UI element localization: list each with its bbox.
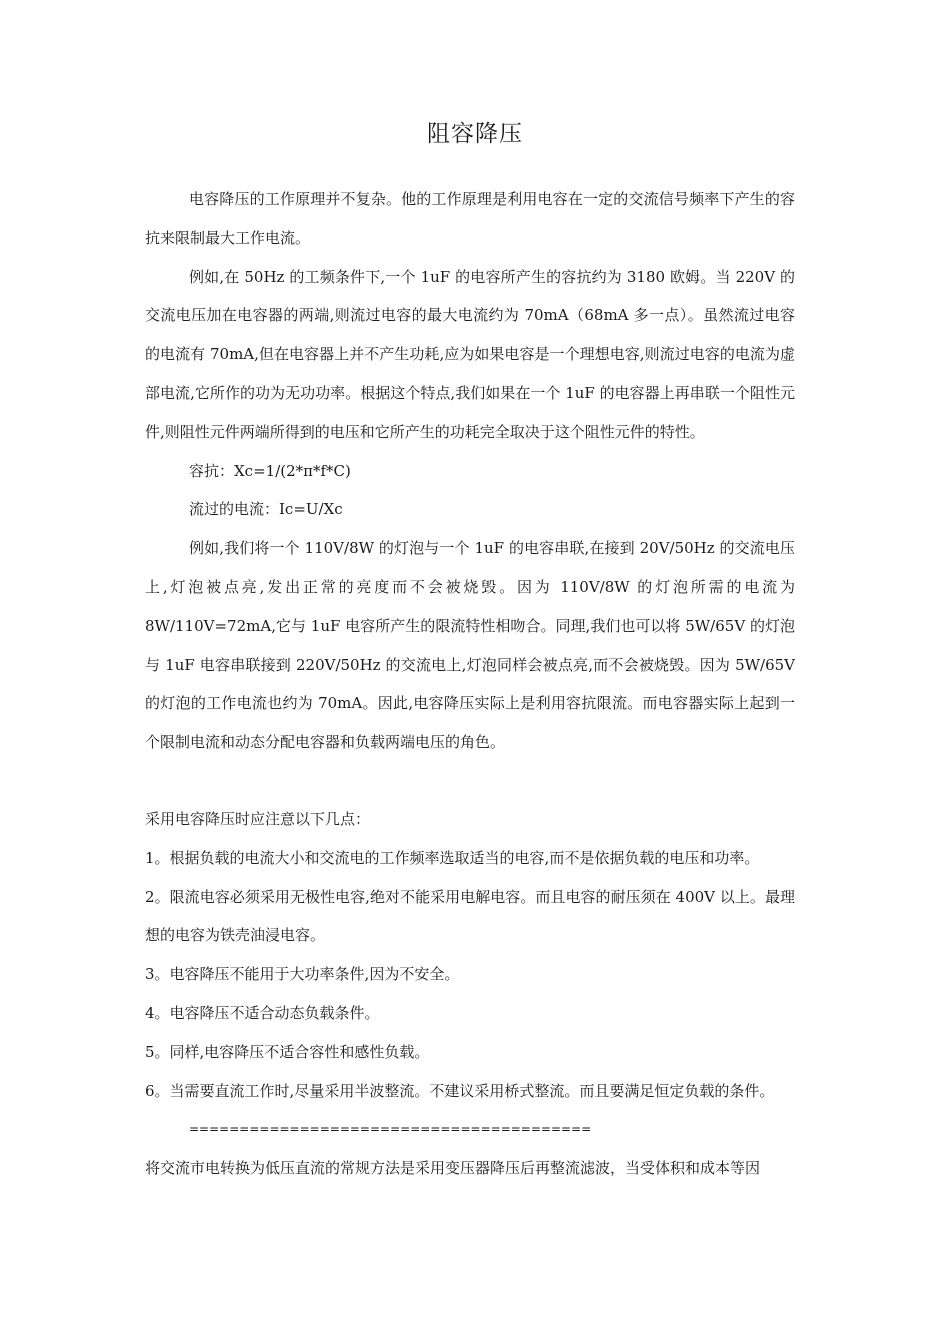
document-title: 阻容降压 xyxy=(427,121,523,147)
note-item-5: 5。同样,电容降压不适合容性和感性负载。 xyxy=(145,1042,430,1061)
blank-line xyxy=(145,762,795,800)
note-item-2: 2。限流电容必须采用无极性电容,绝对不能采用电解电容。而且电容的耐压须在 400V 以上。最理想的电容为铁壳油浸电容。 xyxy=(145,887,795,945)
formula-reactance: 容抗：Xc=1/(2*π*f*C) xyxy=(189,461,351,480)
formula-current: 流过的电流：Ic=U/Xc xyxy=(189,500,343,519)
paragraph-example-reactance: 例如,在 50Hz 的工频条件下,一个 1uF 的电容所产生的容抗约为 3180 欧姆。当 220V 的交流电压加在电容器的两端,则流过电容的最大电流约为 70mA（68mA 多一点）。虽然流过电容的电流有 70mA,但在电容器上并不产生功耗,应为如果电容是一个理想电容,则流过电容的电流为虚部电流,它所作的功为无功功率。根据这个特点,我们如果在一个 1uF 的电容器上再串联一个阻性元件,则阻性元件两端所得到的电压和它所产生的功耗完全取决于这个阻性元件的特性。 xyxy=(145,267,795,441)
note-item-6: 6。当需要直流工作时,尽量采用半波整流。不建议采用桥式整流。而且要满足恒定负载的条件。 xyxy=(145,1081,775,1100)
note-item-4: 4。电容降压不适合动态负载条件。 xyxy=(145,1003,380,1022)
paragraph-example-bulb: 例如,我们将一个 110V/8W 的灯泡与一个 1uF 的电容串联,在接到 20V/50Hz 的交流电压上,灯泡被点亮,发出正常的亮度而不会被烧毁。因为 110V/8W 的灯泡所需的电流为 8W/110V=72mA,它与 1uF 电容所产生的限流特性相吻合。同理,我们也可以将 5W/65V 的灯泡与 1uF 电容串联接到 220V/50Hz 的交流电上,灯泡同样会被点亮,而不会被烧毁。因为 5W/65V 的灯泡的工作电流也约为 70mA。因此,电容降压实际上是利用容抗限流。而电容器实际上起到一个限制电流和动态分配电容器和负载两端电压的角色。 xyxy=(145,539,795,752)
document-body xyxy=(145,180,795,1188)
note-item-1: 1。根据负载的电流大小和交流电的工作频率选取适当的电容,而不是依据负载的电压和功率。 xyxy=(145,848,760,867)
notes-heading: 采用电容降压时应注意以下几点： xyxy=(145,809,371,828)
separator-line: ======================================== xyxy=(189,1122,592,1137)
note-item-3: 3。电容降压不能用于大功率条件,因为不安全。 xyxy=(145,965,460,984)
closing-paragraph: 将交流市电转换为低压直流的常规方法是采用变压器降压后再整流滤波，当受体积和成本等因 xyxy=(145,1159,761,1178)
paragraph-principle: 电容降压的工作原理并不复杂。他的工作原理是利用电容在一定的交流信号频率下产生的容抗来限制最大工作电流。 xyxy=(145,190,795,247)
